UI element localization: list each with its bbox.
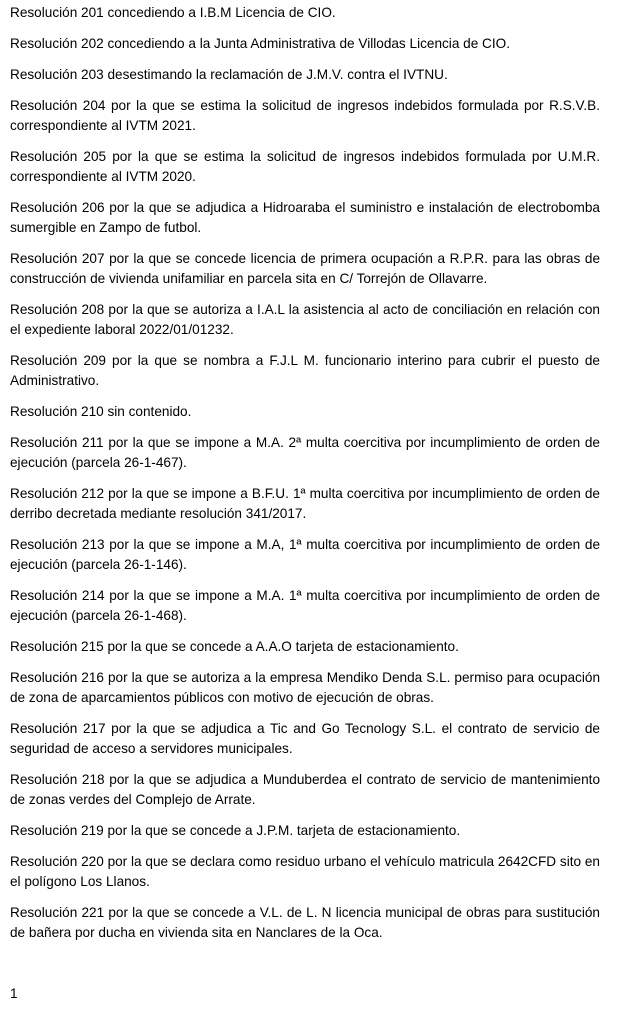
resolution-item: Resolución 210 sin contenido. — [10, 404, 192, 419]
resolution-item: Resolución 203 desestimando la reclamación de J.M.V. contra el IVTNU. — [10, 67, 448, 82]
resolution-item: Resolución 207 por la que se concede licencia de primera ocupación a R.P.R. para las obras de construcción de vivienda unifamiliar en parcela sita en C/ Torrejón de Ollavarre. — [10, 251, 600, 286]
resolution-item: Resolución 219 por la que se concede a J.P.M. tarjeta de estacionamiento. — [10, 823, 461, 838]
resolution-item: Resolución 212 por la que se impone a B.F.U. 1ª multa coercitiva por incumplimiento de orden de derribo decretada mediante resolución 341/2017. — [10, 486, 600, 521]
resolution-item: Resolución 202 concediendo a la Junta Administrativa de Villodas Licencia de CIO. — [10, 36, 511, 51]
resolution-item: Resolución 208 por la que se autoriza a I.A.L la asistencia al acto de conciliación en relación con el expediente laboral 2022/01/01232. — [10, 302, 600, 337]
resolution-item: Resolución 217 por la que se adjudica a Tic and Go Tecnology S.L. el contrato de servicio de seguridad de acceso a servidores municipales. — [10, 721, 600, 756]
resolution-item: Resolución 216 por la que se autoriza a la empresa Mendiko Denda S.L. permiso para ocupación de zona de aparcamientos públicos con motivo de ejecución de obras. — [10, 670, 600, 705]
resolution-item: Resolución 204 por la que se estima la solicitud de ingresos indebidos formulada por R.S.V.B. correspondiente al IVTM 2021. — [10, 98, 600, 133]
resolution-item: Resolución 211 por la que se impone a M.A. 2ª multa coercitiva por incumplimiento de orden de ejecución (parcela 26-1-467). — [10, 435, 600, 470]
resolution-item: Resolución 201 concediendo a I.B.M Licencia de CIO. — [10, 5, 336, 20]
resolution-item: Resolución 221 por la que se concede a V.L. de L. N licencia municipal de obras para sustitución de bañera por ducha en vivienda sita en Nanclares de la Oca. — [10, 905, 600, 940]
resolution-item: Resolución 218 por la que se adjudica a Munduberdea el contrato de servicio de mantenimiento de zonas verdes del Complejo de Arrate. — [10, 772, 600, 807]
page-number: 1 — [10, 986, 18, 1001]
resolution-item: Resolución 213 por la que se impone a M.A, 1ª multa coercitiva por incumplimiento de orden de ejecución (parcela 26-1-146). — [10, 537, 600, 572]
resolution-item: Resolución 215 por la que se concede a A.A.O tarjeta de estacionamiento. — [10, 639, 459, 654]
resolution-item: Resolución 214 por la que se impone a M.A. 1ª multa coercitiva por incumplimiento de orden de ejecución (parcela 26-1-468). — [10, 588, 600, 623]
resolution-item: Resolución 205 por la que se estima la solicitud de ingresos indebidos formulada por U.M.R. correspondiente al IVTM 2020. — [10, 149, 600, 184]
resolution-item: Resolución 206 por la que se adjudica a Hidroaraba el suministro e instalación de electrobomba sumergible en Zampo de futbol. — [10, 200, 600, 235]
resolution-item: Resolución 209 por la que se nombra a F.J.L M. funcionario interino para cubrir el puesto de Administrativo. — [10, 353, 600, 388]
resolutions-list — [10, 3, 600, 954]
resolution-item: Resolución 220 por la que se declara como residuo urbano el vehículo matricula 2642CFD sito en el polígono Los Llanos. — [10, 854, 600, 889]
